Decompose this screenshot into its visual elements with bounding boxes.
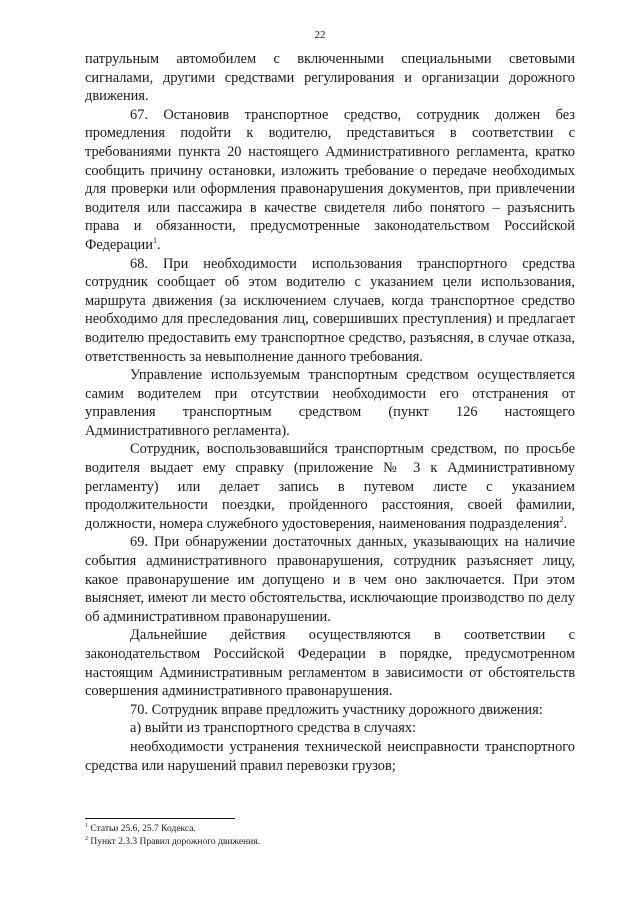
paragraph-68-management: Управление используемым транспортным средством осуществляется самим водителем при отсутствии необходимости его отстранения от управления транспортным средством (пункт 126 настоящего Административного регламента). <box>85 367 575 439</box>
footnote-2: $^2$ Пункт 2.3.3 Правил дорожного движения. <box>85 835 260 847</box>
paragraph-70-a-1: необходимости устранения технической неисправности транспортного средства или нарушений правил перевозки грузов; <box>85 738 575 774</box>
paragraph-69-further-actions: Дальнейшие действия осуществляются в соответствии с законодательством Российской Федерации в порядке, предусмотренном настоящим Административным регламентом в зависимости от обстоятельств совершения административного правонарушения. <box>85 627 575 700</box>
paragraph-70: 70. Сотрудник вправе предложить участнику дорожного движения: <box>130 701 543 718</box>
footnote-ref-1: 1 <box>152 236 157 246</box>
paragraph-68: 68. При необходимости использования транспортного средства сотрудник сообщает об этом водителю с указанием цели использования, маршрута движения (за исключением случаев, когда транспортное средство необходимо для преследования лиц, совершивших преступления) и предлагает водителю предоставить ему транспортное средство, разъясняя, в случае отказа, ответственность за невыполнение данного требования. <box>85 255 575 365</box>
document-body <box>85 50 575 775</box>
footnotes <box>85 823 575 849</box>
paragraph-70-a: а) выйти из транспортного средства в случаях: <box>130 720 417 737</box>
footnote-ref-2: 2 <box>559 515 564 525</box>
paragraph-continuation: патрульным автомобилем с включенными специальными световыми сигналами, другими средствами регулирования и организации дорожного движения. <box>85 51 575 105</box>
paragraph-67: 67. Остановив транспортное средство, сотрудник должен без промедления подойти к водителю, представиться в соответствии с требованиями пункта 20 настоящего Административного регламента, кратко сообщить причину остановки, изложить требование о передаче необходимых для проверки или оформления правонарушения документов, при привлечении водителя или пассажира в качестве свидетеля либо понятого – разъяснить права и обязанности, предусмотренные законодательством Российской Федерации$^1$. <box>85 106 575 253</box>
footnote-1: $^1$ Статьи 25.6, 25.7 Кодекса. <box>85 822 196 834</box>
footnote-separator <box>85 818 235 819</box>
paragraph-69: 69. При обнаружении достаточных данных, указывающих на наличие события административного правонарушения, сотрудник разъясняет лицу, какое правонарушение им допущено и в чем оно заключается. При этом выясняет, имеют ли место обстоятельства, исключающие производство по делу об административном правонарушении. <box>85 534 575 625</box>
paragraph-68-certificate: Сотрудник, воспользовавшийся транспортным средством, по просьбе водителя выдает ему справку (приложение № 3 к Административному регламенту) или делает запись в путевом листе с указанием продолжительности поездки, пройденного расстояния, своей фамилии, должности, номера служебного удостоверения, наименования подразделения$^2$. <box>85 441 575 532</box>
page-number: 22 <box>314 29 326 41</box>
